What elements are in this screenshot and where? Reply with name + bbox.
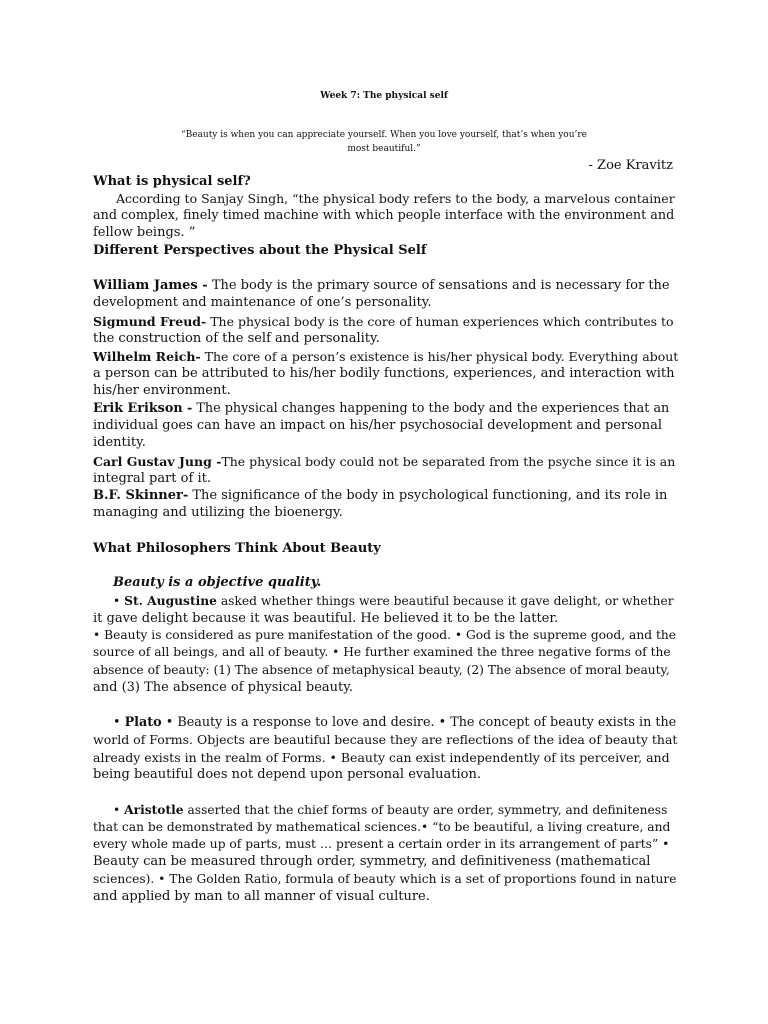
paragraph-line: world of Forms. Objects are beautiful because they are reflections of the idea of beauty that — [93, 732, 678, 747]
paragraph-line: individual goes can have an impact on his/her psychosocial development and personal — [93, 418, 662, 433]
philosopher-name: Aristotle — [124, 802, 184, 817]
bullet-icon: • — [113, 715, 121, 730]
perspective-entry — [93, 400, 669, 417]
paragraph-line: being beautiful does not depend upon personal evaluation. — [93, 767, 482, 782]
paragraph-line: fellow beings. ” — [93, 225, 196, 240]
paragraph-line: • Beauty is considered as pure manifestation of the good. • God is the supreme good, and the — [93, 628, 677, 642]
paragraph-line: sciences). • The Golden Ratio, formula of beauty which is a set of proportions found in nature — [93, 872, 677, 886]
paragraph-line: development and maintenance of one’s personality. — [93, 295, 432, 310]
paragraph-line: managing and utilizing the bioenergy. — [93, 505, 343, 520]
paragraph-line: Beauty can be measured through order, symmetry, and definitiveness (mathematical — [93, 854, 651, 869]
page-title: Week 7: The physical self — [320, 91, 448, 101]
person-name: B.F. Skinner- — [93, 488, 189, 503]
perspective-entry — [93, 313, 674, 330]
person-description: The body is the primary source of sensations and is necessary for the — [211, 278, 670, 293]
paragraph-line: and applied by man to all manner of visual culture. — [93, 889, 430, 904]
paragraph-line: a person can be attributed to his/her bodily functions, experiences, and interaction with — [93, 366, 675, 381]
philosopher-entry — [113, 801, 667, 819]
quote-author: - Zoe Kravitz — [588, 158, 673, 173]
section-subheading: Beauty is a objective quality. — [113, 575, 322, 590]
philosopher-entry — [113, 714, 676, 731]
philosopher-name: St. Augustine — [124, 593, 217, 608]
paragraph-line: integral part of it. — [93, 471, 211, 486]
person-name: Sigmund Freud- — [93, 314, 207, 329]
philosopher-text: asserted that the chief forms of beauty are order, symmetry, and definiteness — [187, 803, 668, 817]
person-description: The physical body is the core of human experiences which contributes to — [210, 314, 674, 329]
person-description: The physical body could not be separated from the psyche since it is an — [221, 454, 676, 469]
philosopher-text: • Beauty is a response to love and desire. • The concept of beauty exists in the — [165, 715, 677, 730]
paragraph-line: it gave delight because it was beautiful. He believed it to be the latter. — [93, 611, 559, 626]
philosopher-name: Plato — [124, 715, 162, 730]
person-name: William James - — [93, 278, 208, 293]
perspective-entry — [93, 277, 670, 294]
bullet-icon: • — [113, 803, 121, 817]
philosopher-entry — [113, 592, 674, 610]
person-name: Wilhelm Reich- — [93, 349, 201, 364]
paragraph-line: According to Sanjay Singh, “the physical body refers to the body, a marvelous container — [116, 191, 675, 206]
paragraph-line: and (3) The absence of physical beauty. — [93, 680, 353, 695]
section-heading: What is physical self? — [93, 174, 251, 189]
paragraph-line: that can be demonstrated by mathematical sciences.• “to be beautiful, a living creature, and — [93, 820, 671, 834]
person-name: Erik Erikson - — [93, 401, 193, 416]
perspective-entry — [93, 453, 675, 470]
paragraph-line: absence of beauty: (1) The absence of metaphysical beauty, (2) The absence of moral beauty, — [93, 663, 670, 677]
philosopher-text: asked whether things were beautiful because it gave delight, or whether — [220, 594, 674, 608]
paragraph-line: his/her environment. — [93, 383, 231, 398]
bullet-icon: • — [113, 594, 121, 608]
paragraph-line: every whole made up of parts, must … present a certain order in its arrangement of parts” • — [93, 837, 670, 851]
section-heading: What Philosophers Think About Beauty — [93, 541, 381, 556]
quote-line: most beautiful.” — [347, 144, 421, 154]
perspective-entry — [93, 348, 678, 365]
paragraph-line: identity. — [93, 435, 146, 450]
person-description: The core of a person’s existence is his/her physical body. Everything about — [204, 349, 679, 364]
quote-line: “Beauty is when you can appreciate yourself. When you love yourself, that’s when you’re — [180, 130, 587, 140]
paragraph-line: already exists in the realm of Forms. • Beauty can exist independently of its perceiver, and — [93, 750, 670, 765]
person-name: Carl Gustav Jung - — [93, 454, 222, 469]
perspective-entry — [93, 487, 667, 504]
paragraph-line: the construction of the self and personality. — [93, 331, 380, 346]
paragraph-line: and complex, finely timed machine with which people interface with the environment and — [93, 208, 675, 223]
section-heading: Different Perspectives about the Physical Self — [93, 243, 427, 258]
paragraph-line: source of all beings, and all of beauty. • He further examined the three negative forms of the — [93, 645, 671, 659]
person-description: The physical changes happening to the body and the experiences that an — [196, 401, 670, 416]
person-description: The significance of the body in psychological functioning, and its role in — [192, 488, 668, 503]
